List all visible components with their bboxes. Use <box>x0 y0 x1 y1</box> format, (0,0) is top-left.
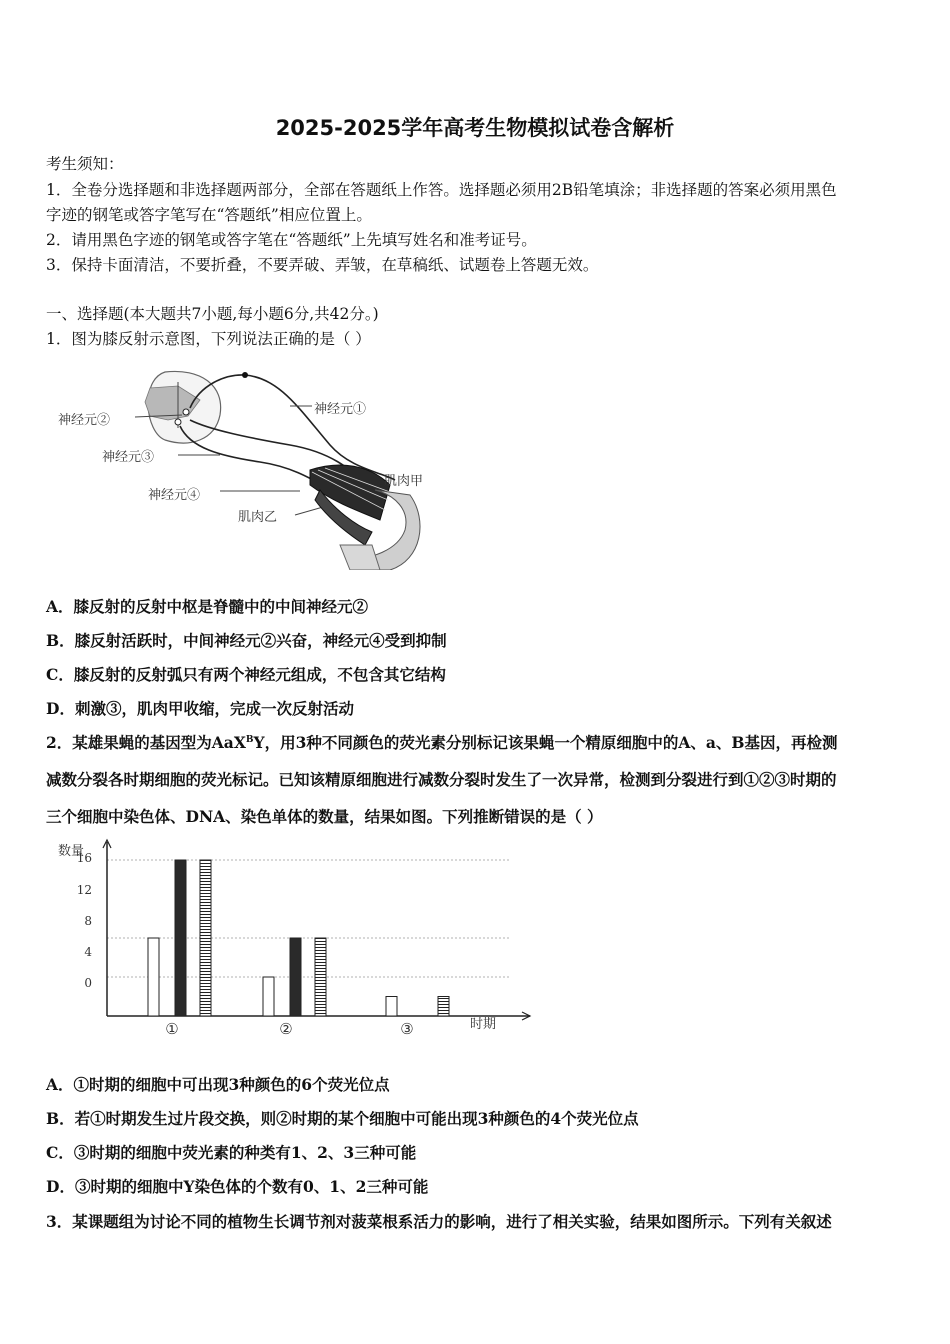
q2-bar-chart <box>50 838 550 1043</box>
label-neuron-3: 神经元③ <box>102 450 155 465</box>
bar <box>315 938 326 1016</box>
bar <box>290 938 301 1016</box>
y-tick-label: 12 <box>76 883 92 897</box>
label-neuron-4: 神经元④ <box>148 488 201 503</box>
neuron-2-body <box>183 409 189 415</box>
label-muscle-b: 肌肉乙 <box>238 510 278 525</box>
category-label: ② <box>279 1020 293 1038</box>
label-muscle-a: 肌肉甲 <box>384 474 424 489</box>
q2-option-d: D．③时期的细胞中Y染色体的个数有0、1、2三种可能 <box>46 1177 429 1196</box>
y-axis-label: 数量 <box>58 844 85 859</box>
q2-option-b: B．若①时期发生过片段交换，则②时期的某个细胞中可能出现3种颜色的4个荧光位点 <box>46 1109 639 1128</box>
q2-stem-line2: 减数分裂各时期细胞的荧光标记。已知该精原细胞进行减数分裂时发生了一次异常，检测到分裂进行到①②③时期的 <box>46 770 837 789</box>
y-tick-label: 4 <box>84 945 92 959</box>
bar <box>175 860 186 1016</box>
q2-stem-line1 <box>46 731 838 753</box>
page-title: 2025-2025学年高考生物模拟试卷含解析 <box>275 116 675 140</box>
notice-item-1: 1．全卷分选择题和非选择题两部分，全部在答题纸上作答。选择题必须用2B铅笔填涂；非选择题的答案必须用黑色 <box>46 181 837 199</box>
q1-stem: 1．图为膝反射示意图，下列说法正确的是（ ） <box>46 330 371 348</box>
bar <box>438 997 449 1017</box>
q2-stem-line3: 三个细胞中染色体、DNA、染色单体的数量，结果如图。下列推断错误的是（ ） <box>46 807 603 826</box>
y-tick-label: 8 <box>84 914 92 928</box>
notice-item-2: 2．请用黑色字迹的钢笔或答字笔在“答题纸”上先填写姓名和准考证号。 <box>46 231 537 249</box>
bar <box>148 938 159 1016</box>
knee-reflex-diagram <box>50 360 470 570</box>
q2-stem-post: Y，用3种不同颜色的荧光素分别标记该果蝇一个精原细胞中的A、a、B基因，再检测 <box>253 733 838 752</box>
q2-option-a: A．①时期的细胞中可出现3种颜色的6个荧光位点 <box>46 1075 390 1094</box>
q1-option-d: D．刺激③，肌肉甲收缩，完成一次反射活动 <box>46 699 354 718</box>
q2-option-c: C．③时期的细胞中荧光素的种类有1、2、3三种可能 <box>46 1143 417 1162</box>
bar <box>263 977 274 1016</box>
q2-stem-pre: 2．某雄果蝇的基因型为AaX <box>46 733 246 752</box>
y-tick-label: 16 <box>76 851 92 865</box>
category-label: ③ <box>400 1020 414 1038</box>
notice-heading: 考生须知： <box>46 155 124 173</box>
notice-item-3: 3．保持卡面清洁，不要折叠，不要弄破、弄皱，在草稿纸、试题卷上答题无效。 <box>46 256 599 274</box>
q1-option-a: A．膝反射的反射中枢是脊髓中的中间神经元② <box>46 597 369 616</box>
bar <box>200 860 211 1016</box>
label-neuron-2: 神经元② <box>58 413 111 428</box>
bar <box>386 997 397 1017</box>
neuron-1-path <box>190 375 395 480</box>
category-label: ① <box>165 1020 179 1038</box>
q2-stem-sup: B <box>245 734 254 745</box>
label-neuron-1: 神经元① <box>314 402 367 417</box>
y-tick-label: 0 <box>84 976 92 990</box>
ganglion <box>242 372 248 378</box>
q1-option-b: B．膝反射活跃时，中间神经元②兴奋，神经元④受到抑制 <box>46 631 447 650</box>
q3-stem: 3．某课题组为讨论不同的植物生长调节剂对菠菜根系活力的影响，进行了相关实验，结果如图所示。下列有关叙述 <box>46 1212 832 1231</box>
notice-item-1-cont: 字迹的钢笔或答字笔写在“答题纸”相应位置上。 <box>46 206 372 224</box>
section-heading: 一、选择题(本大题共7小题,每小题6分,共42分。) <box>46 305 379 323</box>
q1-option-c: C．膝反射的反射弧只有两个神经元组成，不包含其它结构 <box>46 665 446 684</box>
x-axis-label: 时期 <box>470 1017 497 1032</box>
